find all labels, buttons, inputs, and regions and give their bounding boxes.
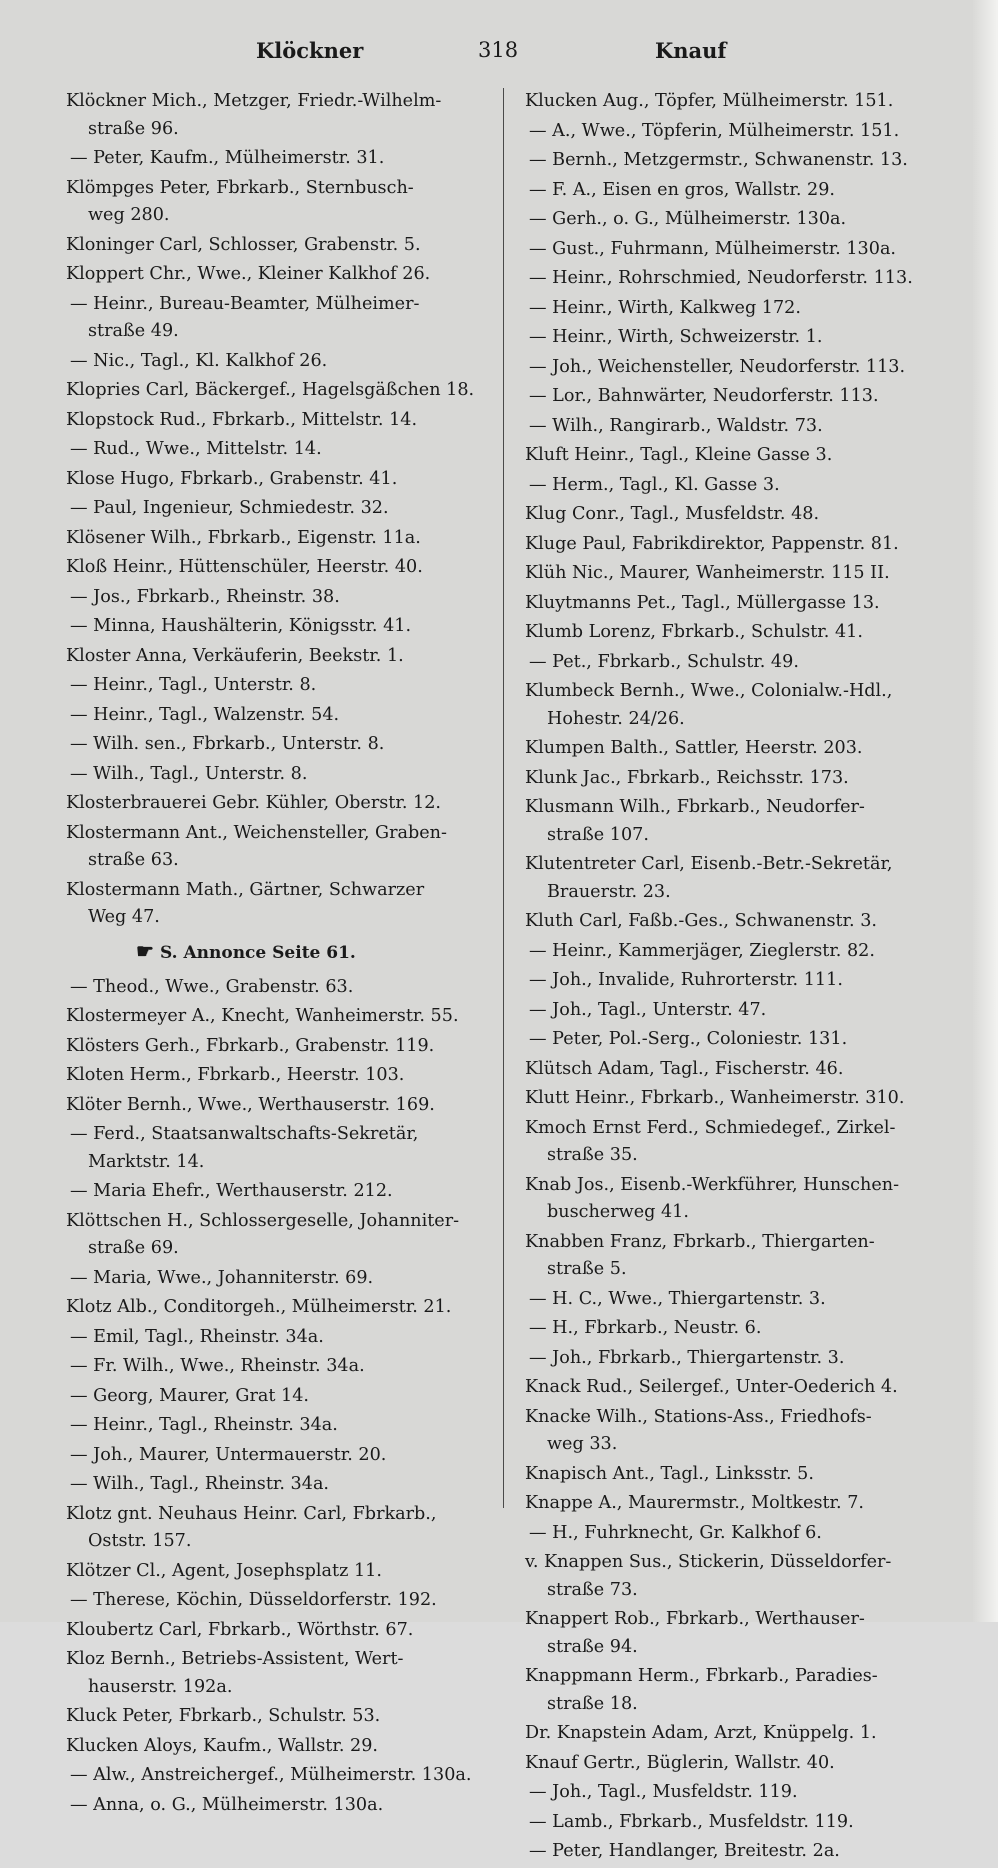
entry-line: Knab Jos., Eisenb.-Werkführer, Hunschen-	[525, 1174, 900, 1195]
directory-entry	[66, 525, 496, 553]
directory-entry	[66, 1092, 496, 1120]
entry-line: — Gerh., o. G., Mülheimerstr. 130a.	[529, 209, 847, 229]
directory-entry	[525, 794, 955, 849]
entry-line: Knappert Rob., Fbrkarb., Werthauser-	[525, 1609, 865, 1629]
directory-entry	[525, 938, 955, 966]
directory-entry	[525, 118, 955, 146]
directory-entry	[66, 495, 496, 523]
entry-line: — Heinr., Tagl., Unterstr. 8.	[70, 675, 317, 695]
directory-entry	[525, 472, 955, 500]
entry-line: Klotz gnt. Neuhaus Heinr. Carl, Fbrkarb.,	[66, 1503, 437, 1524]
entry-line: — Anna, o. G., Mülheimerstr. 130a.	[70, 1794, 384, 1815]
directory-entry	[66, 613, 496, 641]
entry-line: Klopstock Rud., Fbrkarb., Mittelstr. 14.	[66, 409, 418, 430]
directory-entry	[66, 291, 496, 346]
entry-line: Knack Rud., Seilergef., Unter-Oederich 4.	[525, 1377, 898, 1397]
entry-line: — Bernh., Metzgermstr., Schwanenstr. 13.	[529, 150, 908, 170]
entry-line: — Maria, Wwe., Johanniterstr. 69.	[70, 1267, 374, 1288]
entry-continuation: straße 63.	[88, 850, 179, 870]
directory-entry	[66, 702, 496, 730]
directory-entry	[525, 1520, 955, 1548]
entry-continuation: straße 69.	[88, 1238, 179, 1258]
directory-entry	[66, 1324, 496, 1352]
directory-entry	[525, 967, 955, 995]
directory-entry	[66, 1265, 496, 1293]
entry-line: Klumb Lorenz, Fbrkarb., Schulstr. 41.	[525, 622, 863, 642]
directory-entry	[525, 501, 955, 529]
entry-line: — Minna, Haushälterin, Königsstr. 41.	[70, 616, 412, 636]
entry-line: Klusmann Wilh., Fbrkarb., Neudorfer-	[525, 797, 865, 817]
entry-line: — Rud., Wwe., Mittelstr. 14.	[70, 439, 322, 459]
directory-entry	[66, 436, 496, 464]
directory-entry	[66, 584, 496, 612]
entry-continuation: weg 33.	[547, 1434, 618, 1454]
entry-line: Knappmann Herm., Fbrkarb., Paradies-	[525, 1666, 878, 1686]
entry-line: — Therese, Köchin, Düsseldorferstr. 192.	[70, 1590, 437, 1610]
entry-line: Klose Hugo, Fbrkarb., Grabenstr. 41.	[66, 468, 398, 489]
entry-line: Kloppert Chr., Wwe., Kleiner Kalkhof 26.	[66, 264, 431, 284]
directory-entry	[66, 466, 496, 494]
entry-line: Knacke Wilh., Stations-Ass., Friedhofs-	[525, 1406, 872, 1427]
directory-entry	[525, 1374, 955, 1402]
entry-continuation: straße 107.	[547, 824, 649, 845]
entry-line: Kloninger Carl, Schlosser, Grabenstr. 5.	[66, 234, 421, 255]
entry-line: Klucken Aloys, Kaufm., Wallstr. 29.	[66, 1735, 379, 1756]
directory-entry	[525, 442, 955, 470]
entry-line: — Herm., Tagl., Kl. Gasse 3.	[529, 474, 780, 495]
entry-line: — Wilh. sen., Fbrkarb., Unterstr. 8.	[70, 734, 385, 754]
directory-entry	[66, 1412, 496, 1440]
directory-entry	[66, 1033, 496, 1061]
entry-continuation: straße 5.	[547, 1259, 627, 1279]
entry-line: — Lamb., Fbrkarb., Musfeldstr. 119.	[529, 1811, 854, 1832]
entry-line: Klucken Aug., Töpfer, Mülheimerstr. 151.	[525, 91, 894, 111]
directory-entry	[66, 1733, 496, 1761]
entry-line: Knauf Gertr., Büglerin, Wallstr. 40.	[525, 1752, 835, 1773]
directory-entry	[525, 265, 955, 293]
entry-line: Klotz Alb., Conditorgeh., Mülheimerstr. 21.	[66, 1297, 452, 1317]
directory-entry	[525, 1404, 955, 1459]
directory-entry	[66, 1792, 496, 1820]
directory-entry	[66, 1062, 496, 1090]
directory-entry	[525, 1315, 955, 1343]
entry-continuation: weg 280.	[88, 205, 170, 225]
entry-line: — Joh., Fbrkarb., Thiergartenstr. 3.	[529, 1347, 845, 1368]
annonce-reference	[66, 936, 496, 968]
header-last-name: Knauf	[655, 38, 727, 63]
entry-line: Klötzer Cl., Agent, Josephsplatz 11.	[66, 1560, 382, 1581]
entry-continuation: straße 94.	[547, 1636, 638, 1657]
directory-entry	[66, 974, 496, 1002]
directory-entry	[525, 1115, 955, 1170]
entry-line: — Peter, Kaufm., Mülheimerstr. 31.	[70, 148, 385, 168]
entry-line: Dr. Knapstein Adam, Arzt, Knüppelg. 1.	[525, 1723, 877, 1743]
directory-entry	[525, 413, 955, 441]
directory-entry	[525, 765, 955, 793]
entry-line: Kloten Herm., Fbrkarb., Heerstr. 103.	[66, 1065, 405, 1085]
entry-line: — Emil, Tagl., Rheinstr. 34a.	[70, 1326, 324, 1347]
directory-entry	[525, 383, 955, 411]
directory-entry	[66, 407, 496, 435]
directory-entry	[525, 590, 955, 618]
directory-entry	[66, 1471, 496, 1499]
entry-line: Kloz Bernh., Betriebs-Assistent, Wert-	[66, 1649, 404, 1669]
directory-entry	[66, 1703, 496, 1731]
entry-line: — Nic., Tagl., Kl. Kalkhof 26.	[70, 350, 328, 371]
directory-entry	[66, 1121, 496, 1176]
directory-entry	[66, 790, 496, 818]
entry-line: — Joh., Weichensteller, Neudorferstr. 113.	[529, 356, 906, 377]
entry-line: Klostermann Math., Gärtner, Schwarzer	[66, 879, 425, 900]
entry-line: Kluth Carl, Faßb.-Ges., Schwanenstr. 3.	[525, 911, 878, 931]
entry-line: Klömpges Peter, Fbrkarb., Sternbusch-	[66, 177, 414, 198]
directory-entry	[525, 649, 955, 677]
directory-entry	[525, 147, 955, 175]
entry-line: Klumpen Balth., Sattler, Heerstr. 203.	[525, 738, 863, 758]
directory-entry	[525, 1779, 955, 1807]
directory-entry	[525, 324, 955, 352]
entry-line: — Heinr., Wirth, Schweizerstr. 1.	[529, 327, 823, 347]
right-column	[525, 88, 955, 1868]
entry-line: — Heinr., Rohrschmied, Neudorferstr. 113.	[529, 268, 913, 288]
directory-entry	[525, 354, 955, 382]
directory-entry	[66, 1208, 496, 1263]
directory-entry	[66, 877, 496, 932]
directory-entry	[525, 997, 955, 1025]
entry-continuation: Weg 47.	[88, 907, 160, 927]
directory-entry	[66, 761, 496, 789]
entry-line: — Pet., Fbrkarb., Schulstr. 49.	[529, 651, 799, 672]
column-divider	[503, 88, 504, 1508]
entry-line: Klöttschen H., Schlossergeselle, Johanniter-	[66, 1210, 460, 1231]
entry-line: — Fr. Wilh., Wwe., Rheinstr. 34a.	[70, 1356, 365, 1376]
entry-line: Knapisch Ant., Tagl., Linksstr. 5.	[525, 1463, 814, 1484]
entry-line: — Joh., Tagl., Unterstr. 47.	[529, 999, 767, 1020]
directory-entry	[66, 554, 496, 582]
directory-entry	[66, 1178, 496, 1206]
entry-line: — Joh., Tagl., Musfeldstr. 119.	[529, 1782, 798, 1802]
directory-entry	[66, 88, 496, 143]
entry-line: Knappe A., Maurermstr., Moltkestr. 7.	[525, 1493, 865, 1513]
entry-continuation: hauserstr. 192a.	[88, 1676, 233, 1697]
entry-continuation: Oststr. 157.	[88, 1531, 192, 1551]
directory-entry	[66, 1617, 496, 1645]
directory-entry	[525, 1720, 955, 1748]
directory-entry	[66, 377, 496, 405]
entry-continuation: buscherweg 41.	[547, 1202, 689, 1222]
directory-entry	[525, 1286, 955, 1314]
entry-continuation: straße 73.	[547, 1579, 638, 1600]
directory-entry	[66, 1442, 496, 1470]
entry-line: — Ferd., Staatsanwaltschafts-Sekretär,	[70, 1124, 419, 1144]
entry-continuation: Brauerstr. 23.	[547, 881, 671, 902]
directory-entry	[66, 1501, 496, 1556]
entry-continuation: straße 35.	[547, 1145, 638, 1165]
entry-line: Klütsch Adam, Tagl., Fischerstr. 46.	[525, 1058, 844, 1079]
entry-line: — Joh., Invalide, Ruhrorterstr. 111.	[529, 970, 843, 990]
entry-continuation: Marktstr. 14.	[88, 1151, 205, 1172]
entry-line: Klösters Gerh., Fbrkarb., Grabenstr. 119.	[66, 1035, 435, 1056]
entry-line: — H., Fbrkarb., Neustr. 6.	[529, 1318, 762, 1338]
directory-entry	[66, 1383, 496, 1411]
entry-line: — Lor., Bahnwärter, Neudorferstr. 113.	[529, 386, 879, 406]
entry-line: Kloubertz Carl, Fbrkarb., Wörthstr. 67.	[66, 1619, 414, 1640]
entry-line: Klosterbrauerei Gebr. Kühler, Oberstr. 12.	[66, 793, 441, 813]
entry-continuation: straße 96.	[88, 118, 179, 139]
entry-line: Kluytmanns Pet., Tagl., Müllergasse 13.	[525, 592, 880, 613]
directory-entry	[525, 295, 955, 323]
directory-entry	[66, 348, 496, 376]
entry-line: — Georg, Maurer, Grat 14.	[70, 1385, 310, 1406]
directory-entry	[525, 1172, 955, 1227]
directory-entry	[525, 1663, 955, 1718]
entry-line: Klöckner Mich., Metzger, Friedr.-Wilhelm-	[66, 91, 442, 111]
directory-entry	[525, 1490, 955, 1518]
directory-entry	[525, 1229, 955, 1284]
entry-line: Klöter Bernh., Wwe., Werthauserstr. 169.	[66, 1094, 435, 1115]
directory-entry	[525, 1026, 955, 1054]
running-header	[60, 38, 960, 68]
entry-line: Klüh Nic., Maurer, Wanheimerstr. 115 II.	[525, 563, 890, 583]
entry-line: v. Knappen Sus., Stickerin, Düsseldorfer-	[525, 1552, 892, 1572]
directory-entry	[66, 1558, 496, 1586]
entry-line: — Alw., Anstreichergef., Mülheimerstr. 130a.	[70, 1765, 472, 1785]
entry-line: — Maria Ehefr., Werthauserstr. 212.	[70, 1181, 393, 1201]
directory-entry	[525, 908, 955, 936]
directory-entry	[525, 177, 955, 205]
entry-line: — Jos., Fbrkarb., Rheinstr. 38.	[70, 586, 340, 607]
entry-line: Klumbeck Bernh., Wwe., Colonialw.-Hdl.,	[525, 681, 893, 701]
directory-entry	[525, 560, 955, 588]
entry-line: Kloster Anna, Verkäuferin, Beekstr. 1.	[66, 645, 404, 666]
entry-line: — Joh., Maurer, Untermauerstr. 20.	[70, 1444, 387, 1465]
directory-entry	[525, 531, 955, 559]
entry-line: — Heinr., Wirth, Kalkweg 172.	[529, 297, 801, 318]
directory-entry	[66, 232, 496, 260]
entry-line: — A., Wwe., Töpferin, Mülheimerstr. 151.	[529, 120, 900, 141]
left-column	[66, 88, 496, 1821]
entry-line: Kloß Heinr., Hüttenschüler, Heerstr. 40.	[66, 557, 423, 577]
directory-entry	[525, 1750, 955, 1778]
entry-line: Klostermeyer A., Knecht, Wanheimerstr. 55.	[66, 1006, 459, 1026]
entry-line: — Wilh., Rangirarb., Waldstr. 73.	[529, 415, 823, 436]
entry-line: — Gust., Fuhrmann, Mülheimerstr. 130a.	[529, 238, 897, 259]
directory-entry	[66, 731, 496, 759]
directory-entry	[525, 1809, 955, 1837]
entry-line: Klunk Jac., Fbrkarb., Reichsstr. 173.	[525, 767, 849, 788]
entry-line: Klösener Wilh., Fbrkarb., Eigenstr. 11a.	[66, 527, 421, 548]
entry-line: Klug Conr., Tagl., Musfeldstr. 48.	[525, 504, 820, 524]
entry-line: — H., Fuhrknecht, Gr. Kalkhof 6.	[529, 1522, 822, 1543]
entry-line: Klutentreter Carl, Eisenb.-Betr.-Sekretär,	[525, 854, 893, 874]
entry-line: Klutt Heinr., Fbrkarb., Wanheimerstr. 310.	[525, 1088, 905, 1108]
entry-line: — Paul, Ingenieur, Schmiedestr. 32.	[70, 498, 389, 518]
entry-line: Kluge Paul, Fabrikdirektor, Pappenstr. 81.	[525, 533, 899, 554]
directory-entry	[525, 1085, 955, 1113]
directory-entry	[525, 1549, 955, 1604]
page-edge	[972, 0, 998, 1622]
entry-line: — Heinr., Tagl., Walzenstr. 54.	[70, 704, 340, 725]
directory-entry	[66, 1003, 496, 1031]
directory-entry	[66, 820, 496, 875]
entry-line: Klostermann Ant., Weichensteller, Graben-	[66, 822, 447, 843]
entry-line: — Heinr., Kammerjäger, Zieglerstr. 82.	[529, 940, 875, 961]
directory-entry	[66, 1294, 496, 1322]
entry-line: Knabben Franz, Fbrkarb., Thiergarten-	[525, 1231, 875, 1252]
entry-continuation: straße 18.	[547, 1693, 638, 1714]
entry-line: Kluck Peter, Fbrkarb., Schulstr. 53.	[66, 1706, 381, 1726]
directory-entry	[525, 1838, 955, 1866]
directory-entry	[525, 735, 955, 763]
entry-line: — Wilh., Tagl., Unterstr. 8.	[70, 763, 308, 784]
entry-line: — Peter, Pol.-Serg., Coloniestr. 131.	[529, 1029, 848, 1049]
annonce-text: S. Annonce Seite 61.	[159, 942, 356, 963]
entry-line: — Wilh., Tagl., Rheinstr. 34a.	[70, 1474, 330, 1494]
directory-entry	[525, 678, 955, 733]
directory-entry	[66, 175, 496, 230]
entry-line: — Heinr., Tagl., Rheinstr. 34a.	[70, 1415, 338, 1435]
directory-entry	[66, 261, 496, 289]
directory-entry	[66, 145, 496, 173]
entry-line: Kmoch Ernst Ferd., Schmiedegef., Zirkel-	[525, 1117, 896, 1138]
directory-entry	[66, 1587, 496, 1615]
directory-entry	[525, 851, 955, 906]
directory-entry	[66, 643, 496, 671]
directory-entry	[525, 206, 955, 234]
entry-line: Klopries Carl, Bäckergef., Hagelsgäßchen 18.	[66, 380, 475, 400]
directory-entry	[525, 1345, 955, 1373]
entry-line: — F. A., Eisen en gros, Wallstr. 29.	[529, 179, 836, 200]
directory-entry	[66, 1646, 496, 1701]
pointing-hand-icon: ☛	[136, 938, 154, 963]
entry-line: — H. C., Wwe., Thiergartenstr. 3.	[529, 1288, 826, 1309]
entry-continuation: straße 49.	[88, 321, 179, 341]
entry-line: Kluft Heinr., Tagl., Kleine Gasse 3.	[525, 445, 833, 465]
directory-entry	[525, 1461, 955, 1489]
directory-entry	[525, 236, 955, 264]
entry-line: — Heinr., Bureau-Beamter, Mülheimer-	[70, 293, 420, 314]
entry-continuation: Hohestr. 24/26.	[547, 708, 685, 729]
directory-entry	[525, 619, 955, 647]
header-first-name: Klöckner	[256, 38, 364, 63]
directory-entry	[66, 1762, 496, 1790]
directory-entry	[525, 1606, 955, 1661]
directory-entry	[525, 1056, 955, 1084]
directory-entry	[66, 1353, 496, 1381]
directory-entry	[525, 88, 955, 116]
entry-line: — Theod., Wwe., Grabenstr. 63.	[70, 976, 354, 997]
directory-entry	[66, 672, 496, 700]
entry-line: — Peter, Handlanger, Breitestr. 2a.	[529, 1841, 840, 1861]
page-number: 318	[478, 38, 519, 62]
